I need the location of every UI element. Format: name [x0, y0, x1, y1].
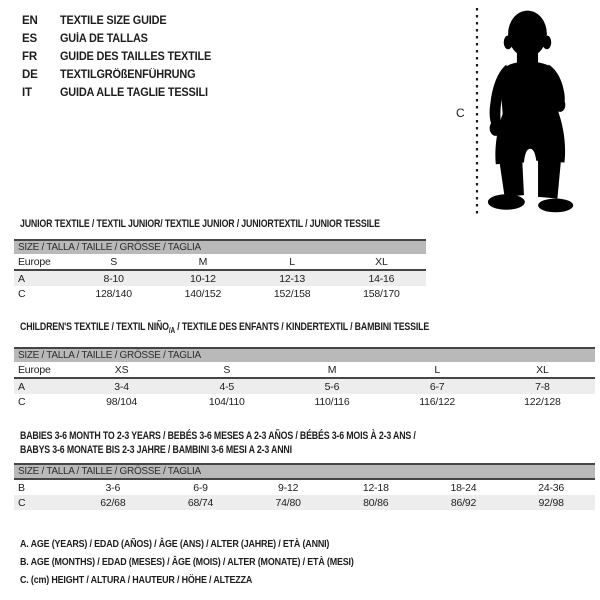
column-header-cell: L	[385, 362, 490, 378]
size-table-babies	[14, 463, 595, 510]
title-segment: / TEXTILE DES ENFANTS / KINDERTEXTIL / BAMBINI TESSILE	[174, 321, 430, 333]
section-title	[20, 217, 380, 231]
language-row	[22, 30, 219, 48]
value-cell: 62/68	[69, 495, 157, 510]
value-cell: 8-10	[69, 270, 158, 286]
column-header-row	[14, 362, 595, 378]
value-cell: 80/86	[332, 495, 420, 510]
value-cell: 104/110	[208, 395, 245, 408]
size-table-junior	[14, 239, 426, 301]
title-segment: BABIES 3-6 MONTH TO 2-3 YEARS / BEBÉS 3-6 MESES A 2-3 AÑOS / BÉBÉS 3-6 MOIS À 2-3 ANS /	[20, 430, 416, 442]
value-cell: 18-24	[450, 481, 477, 494]
row-label-cell: A	[14, 378, 69, 394]
section-title-line	[20, 320, 480, 335]
value-cell: 68/74	[157, 495, 245, 510]
table-row	[14, 378, 595, 394]
language-row	[22, 48, 219, 66]
language-title: GUIDE DES TAILLES TEXTILE	[60, 51, 212, 63]
value-cell: 86/92	[420, 495, 508, 510]
value-cell: 6-9	[193, 481, 208, 494]
section-junior	[14, 217, 426, 312]
language-title: GUÍA DE TALLAS	[60, 33, 148, 45]
language-title: GUIDA ALLE TAGLIE TESSILI	[60, 87, 208, 99]
footnotes	[20, 535, 413, 589]
size-header-cell: SIZE / TALLA / TAILLE / GRÖSSE / TAGLIA	[14, 464, 595, 479]
height-measure-label: C	[456, 106, 465, 120]
footnote-line: C. (cm) HEIGHT / ALTURA / HAUTEUR / HÖHE / ALTEZZA	[20, 574, 253, 586]
value-cell: 110/116	[314, 395, 350, 408]
table-row	[14, 495, 595, 510]
value-cell: 12-13	[248, 270, 337, 286]
table-row	[14, 479, 595, 495]
column-header-cell: XS	[69, 362, 174, 378]
value-cell: 5-6	[279, 378, 384, 394]
column-header-cell: L	[248, 254, 337, 270]
language-row	[22, 66, 219, 84]
baby-silhouette-icon	[487, 8, 575, 214]
title-segment: JUNIOR TEXTILE / TEXTIL JUNIOR/ TEXTILE JUNIOR / JUNIORTEXTIL / JUNIOR TESSILE	[20, 218, 380, 230]
size-header-cell: SIZE / TALLA / TAILLE / GRÖSSE / TAGLIA	[14, 240, 426, 254]
footnote-line: B. AGE (MONTHS) / EDAD (MESES) / ÂGE (MOIS) / ALTER (MONATE) / ETÀ (MESI)	[20, 556, 354, 568]
table-row	[14, 270, 426, 286]
section-title-line	[20, 217, 380, 231]
height-dotted-line-icon	[475, 8, 479, 216]
title-subscript: /A	[168, 325, 175, 335]
footnote-line: A. AGE (YEARS) / EDAD (AÑOS) / ÂGE (ANS) / ALTER (JAHRE) / ETÀ (ANNI)	[20, 538, 330, 550]
value-cell: 128/140	[95, 287, 132, 300]
row-label-cell: A	[14, 270, 69, 286]
value-cell: 3-4	[69, 378, 174, 394]
value-cell: 12-18	[362, 481, 389, 494]
section-babies	[14, 429, 595, 519]
size-header-row	[14, 464, 595, 479]
language-row	[22, 84, 219, 102]
row-label-cell: C	[14, 495, 69, 510]
value-cell: 92/98	[507, 495, 595, 510]
value-cell: 7-8	[490, 378, 595, 394]
value-cell: 74/80	[244, 495, 332, 510]
region-label-cell: Europe	[14, 254, 69, 270]
value-cell: 98/104	[106, 395, 138, 408]
value-cell: 158/170	[363, 287, 400, 300]
language-row	[22, 12, 219, 30]
row-label-cell: B	[18, 481, 25, 494]
baby-figure	[440, 0, 600, 230]
language-title: TEXTILGRÖßENFÜHRUNG	[60, 69, 196, 81]
value-cell: 4-5	[174, 378, 279, 394]
language-code: DE	[22, 69, 38, 81]
value-cell: 3-6	[105, 481, 121, 494]
value-cell: 140/152	[184, 287, 222, 300]
column-header-cell: XL	[490, 362, 595, 378]
table-row	[14, 286, 426, 301]
section-title-line	[20, 429, 480, 443]
value-cell: 14-16	[337, 270, 426, 286]
column-header-cell: S	[174, 362, 279, 378]
section-title-line	[20, 443, 480, 457]
value-cell: 116/122	[419, 395, 456, 408]
section-title	[20, 429, 480, 457]
size-header-row	[14, 240, 426, 254]
title-segment: CHILDREN'S TEXTILE / TEXTIL NIÑO	[20, 321, 169, 333]
value-cell: 24-36	[538, 481, 565, 494]
value-cell: 152/158	[273, 287, 311, 300]
column-header-row	[14, 254, 426, 270]
column-header-cell: S	[69, 254, 158, 270]
value-cell: 6-7	[385, 378, 490, 394]
title-segment: BABYS 3-6 MONATE BIS 2-3 JAHRE / BAMBINI 3-6 MESI A 2-3 ANNI	[20, 444, 292, 456]
column-header-cell: M	[279, 362, 384, 378]
value-cell: 10-12	[158, 270, 247, 286]
row-label-cell: C	[18, 395, 26, 408]
language-header	[22, 12, 219, 102]
language-code: IT	[22, 87, 32, 99]
row-label-cell: C	[18, 287, 26, 300]
size-table-children	[14, 347, 595, 409]
value-cell: 122/128	[524, 395, 561, 408]
region-label-cell: Europe	[14, 362, 69, 378]
language-title: TEXTILE SIZE GUIDE	[60, 15, 167, 27]
language-code: ES	[22, 33, 37, 45]
table-row	[14, 394, 595, 409]
section-children	[14, 320, 595, 415]
section-title	[20, 320, 480, 335]
language-code: FR	[22, 51, 37, 63]
column-header-cell: M	[158, 254, 247, 270]
value-cell: 9-12	[278, 481, 299, 494]
size-header-cell: SIZE / TALLA / TAILLE / GRÖSSE / TAGLIA	[14, 348, 595, 362]
size-header-row	[14, 348, 595, 362]
language-code: EN	[22, 15, 38, 27]
column-header-cell: XL	[337, 254, 426, 270]
